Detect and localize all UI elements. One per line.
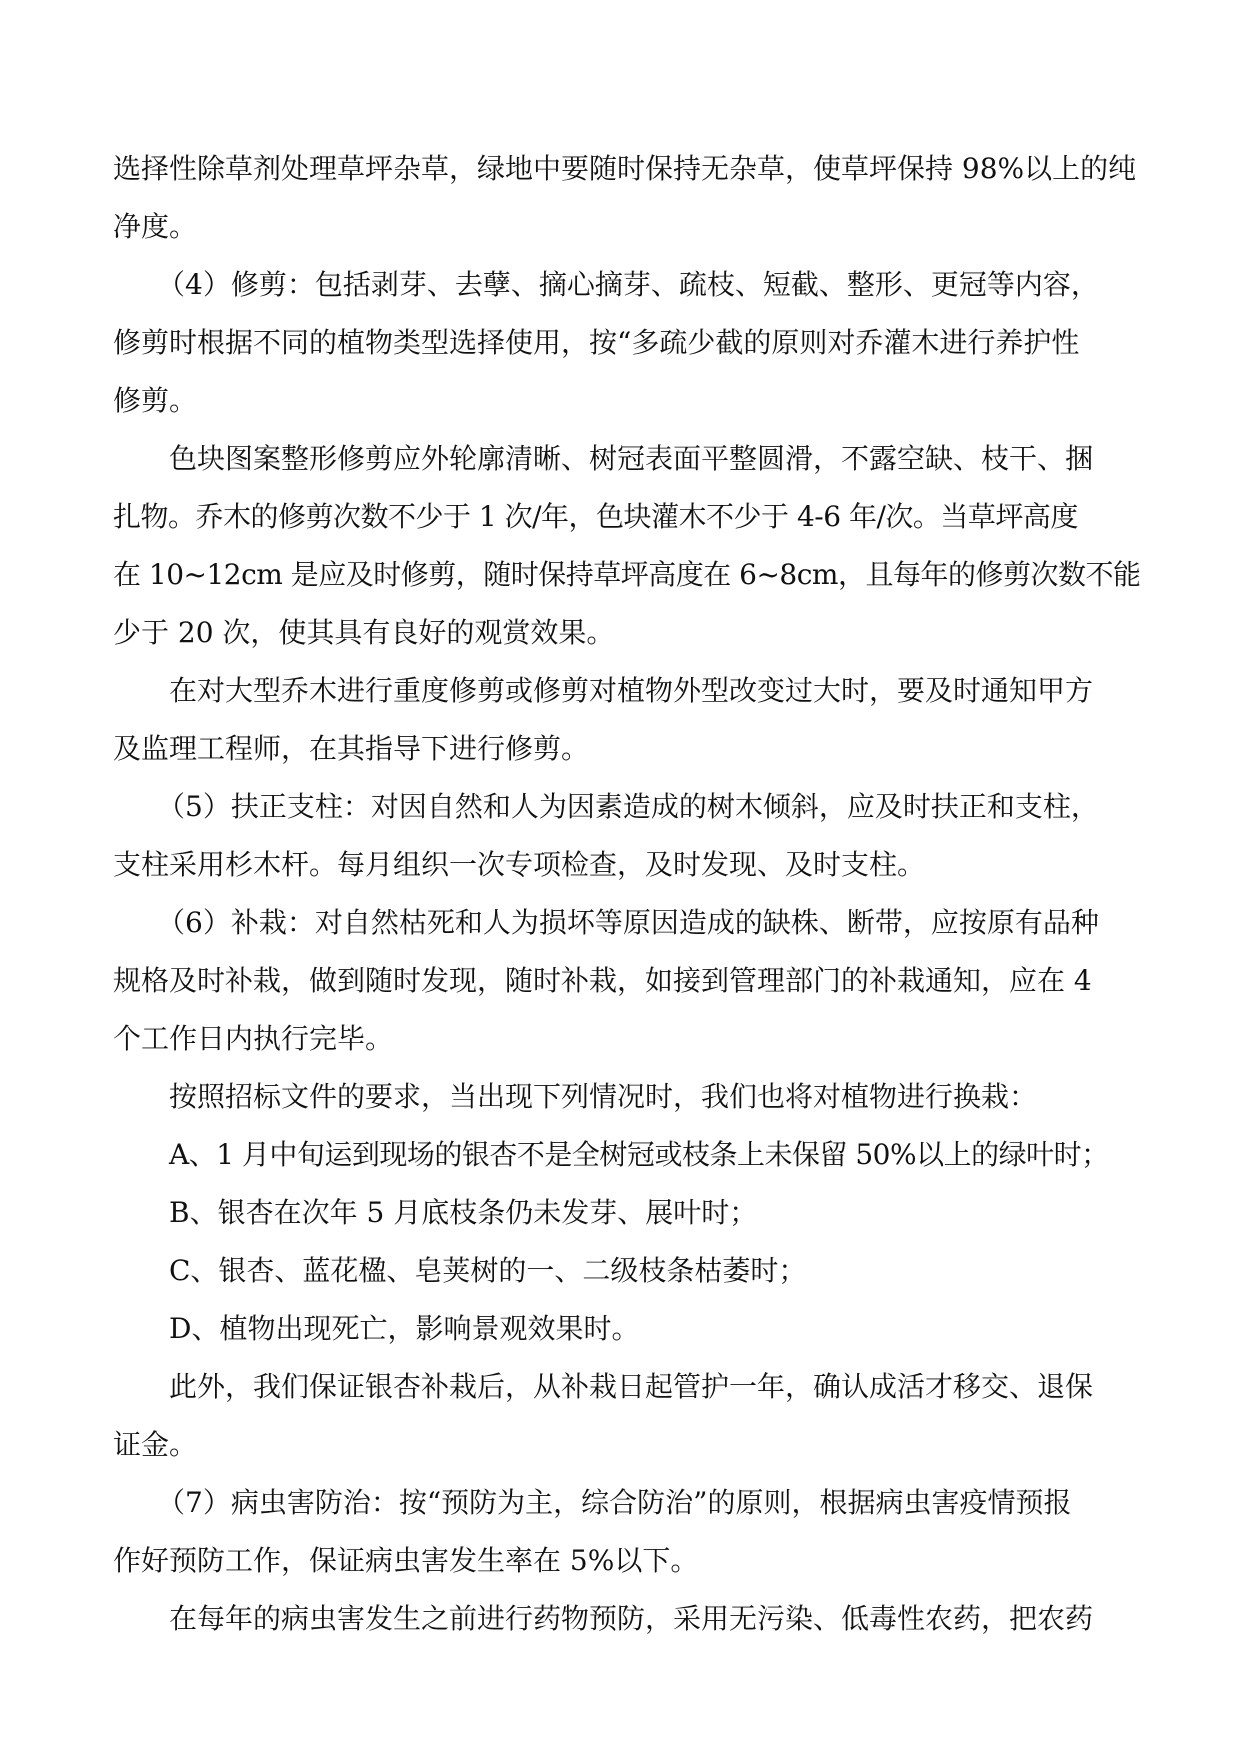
text-line: 选择性除草剂处理草坪杂草，绿地中要随时保持无杂草，使草坪保持 98%以上的纯 (113, 152, 1137, 185)
text-line: 修剪。 (113, 384, 198, 417)
text-line: 净度。 (113, 210, 198, 243)
document-body (113, 140, 1143, 1648)
text-line: 在 10~12cm 是应及时修剪，随时保持草坪高度在 6~8cm，且每年的修剪次数不能 (113, 558, 1141, 591)
text-line: 色块图案整形修剪应外轮廓清晰、树冠表面平整圆滑，不露空缺、枝干、捆 (169, 442, 1094, 475)
text-line: A、1 月中旬运到现场的银杏不是全树冠或枝条上未保留 50%以上的绿叶时； (169, 1138, 1109, 1171)
text-line: 在每年的病虫害发生之前进行药物预防，采用无污染、低毒性农药，把农药 (169, 1602, 1094, 1635)
text-line: （6）补栽：对自然枯死和人为损坏等原因造成的缺株、断带，应按原有品种 (157, 906, 1099, 939)
text-line: D、植物出现死亡，影响景观效果时。 (169, 1312, 640, 1345)
text-line: 支柱采用杉木杆。每月组织一次专项检查，及时发现、及时支柱。 (113, 848, 926, 881)
text-line: 作好预防工作，保证病虫害发生率在 5%以下。 (113, 1544, 699, 1577)
text-line: 在对大型乔木进行重度修剪或修剪对植物外型改变过大时，要及时通知甲方 (169, 674, 1094, 707)
text-line: 修剪时根据不同的植物类型选择使用，按“多疏少截的原则对乔灌木进行养护性 (113, 326, 1080, 359)
text-line: C、银杏、蓝花楹、皂荚树的一、二级枝条枯萎时； (169, 1254, 807, 1287)
text-line: （5）扶正支柱：对因自然和人为因素造成的树木倾斜，应及时扶正和支柱， (157, 790, 1099, 823)
text-line: B、银杏在次年 5 月底枝条仍未发芽、展叶时； (169, 1196, 758, 1229)
text-line: 少于 20 次，使其具有良好的观赏效果。 (113, 616, 615, 649)
text-line: 证金。 (113, 1428, 198, 1461)
text-line: 个工作日内执行完毕。 (113, 1022, 394, 1055)
text-line: 按照招标文件的要求，当出现下列情况时，我们也将对植物进行换栽： (169, 1080, 1038, 1113)
text-line: 此外，我们保证银杏补栽后，从补栽日起管护一年，确认成活才移交、退保 (169, 1370, 1094, 1403)
text-line: （7）病虫害防治：按“预防为主，综合防治”的原则，根据病虫害疫情预报 (157, 1486, 1072, 1519)
text-line: 扎物。乔木的修剪次数不少于 1 次/年，色块灌木不少于 4-6 年/次。当草坪高度 (113, 500, 1078, 533)
text-line: （4）修剪：包括剥芽、去孽、摘心摘芽、疏枝、短截、整形、更冠等内容， (157, 268, 1099, 301)
text-line: 及监理工程师，在其指导下进行修剪。 (113, 732, 590, 765)
text-line: 规格及时补栽，做到随时发现，随时补栽，如接到管理部门的补栽通知，应在 4 (113, 964, 1092, 997)
